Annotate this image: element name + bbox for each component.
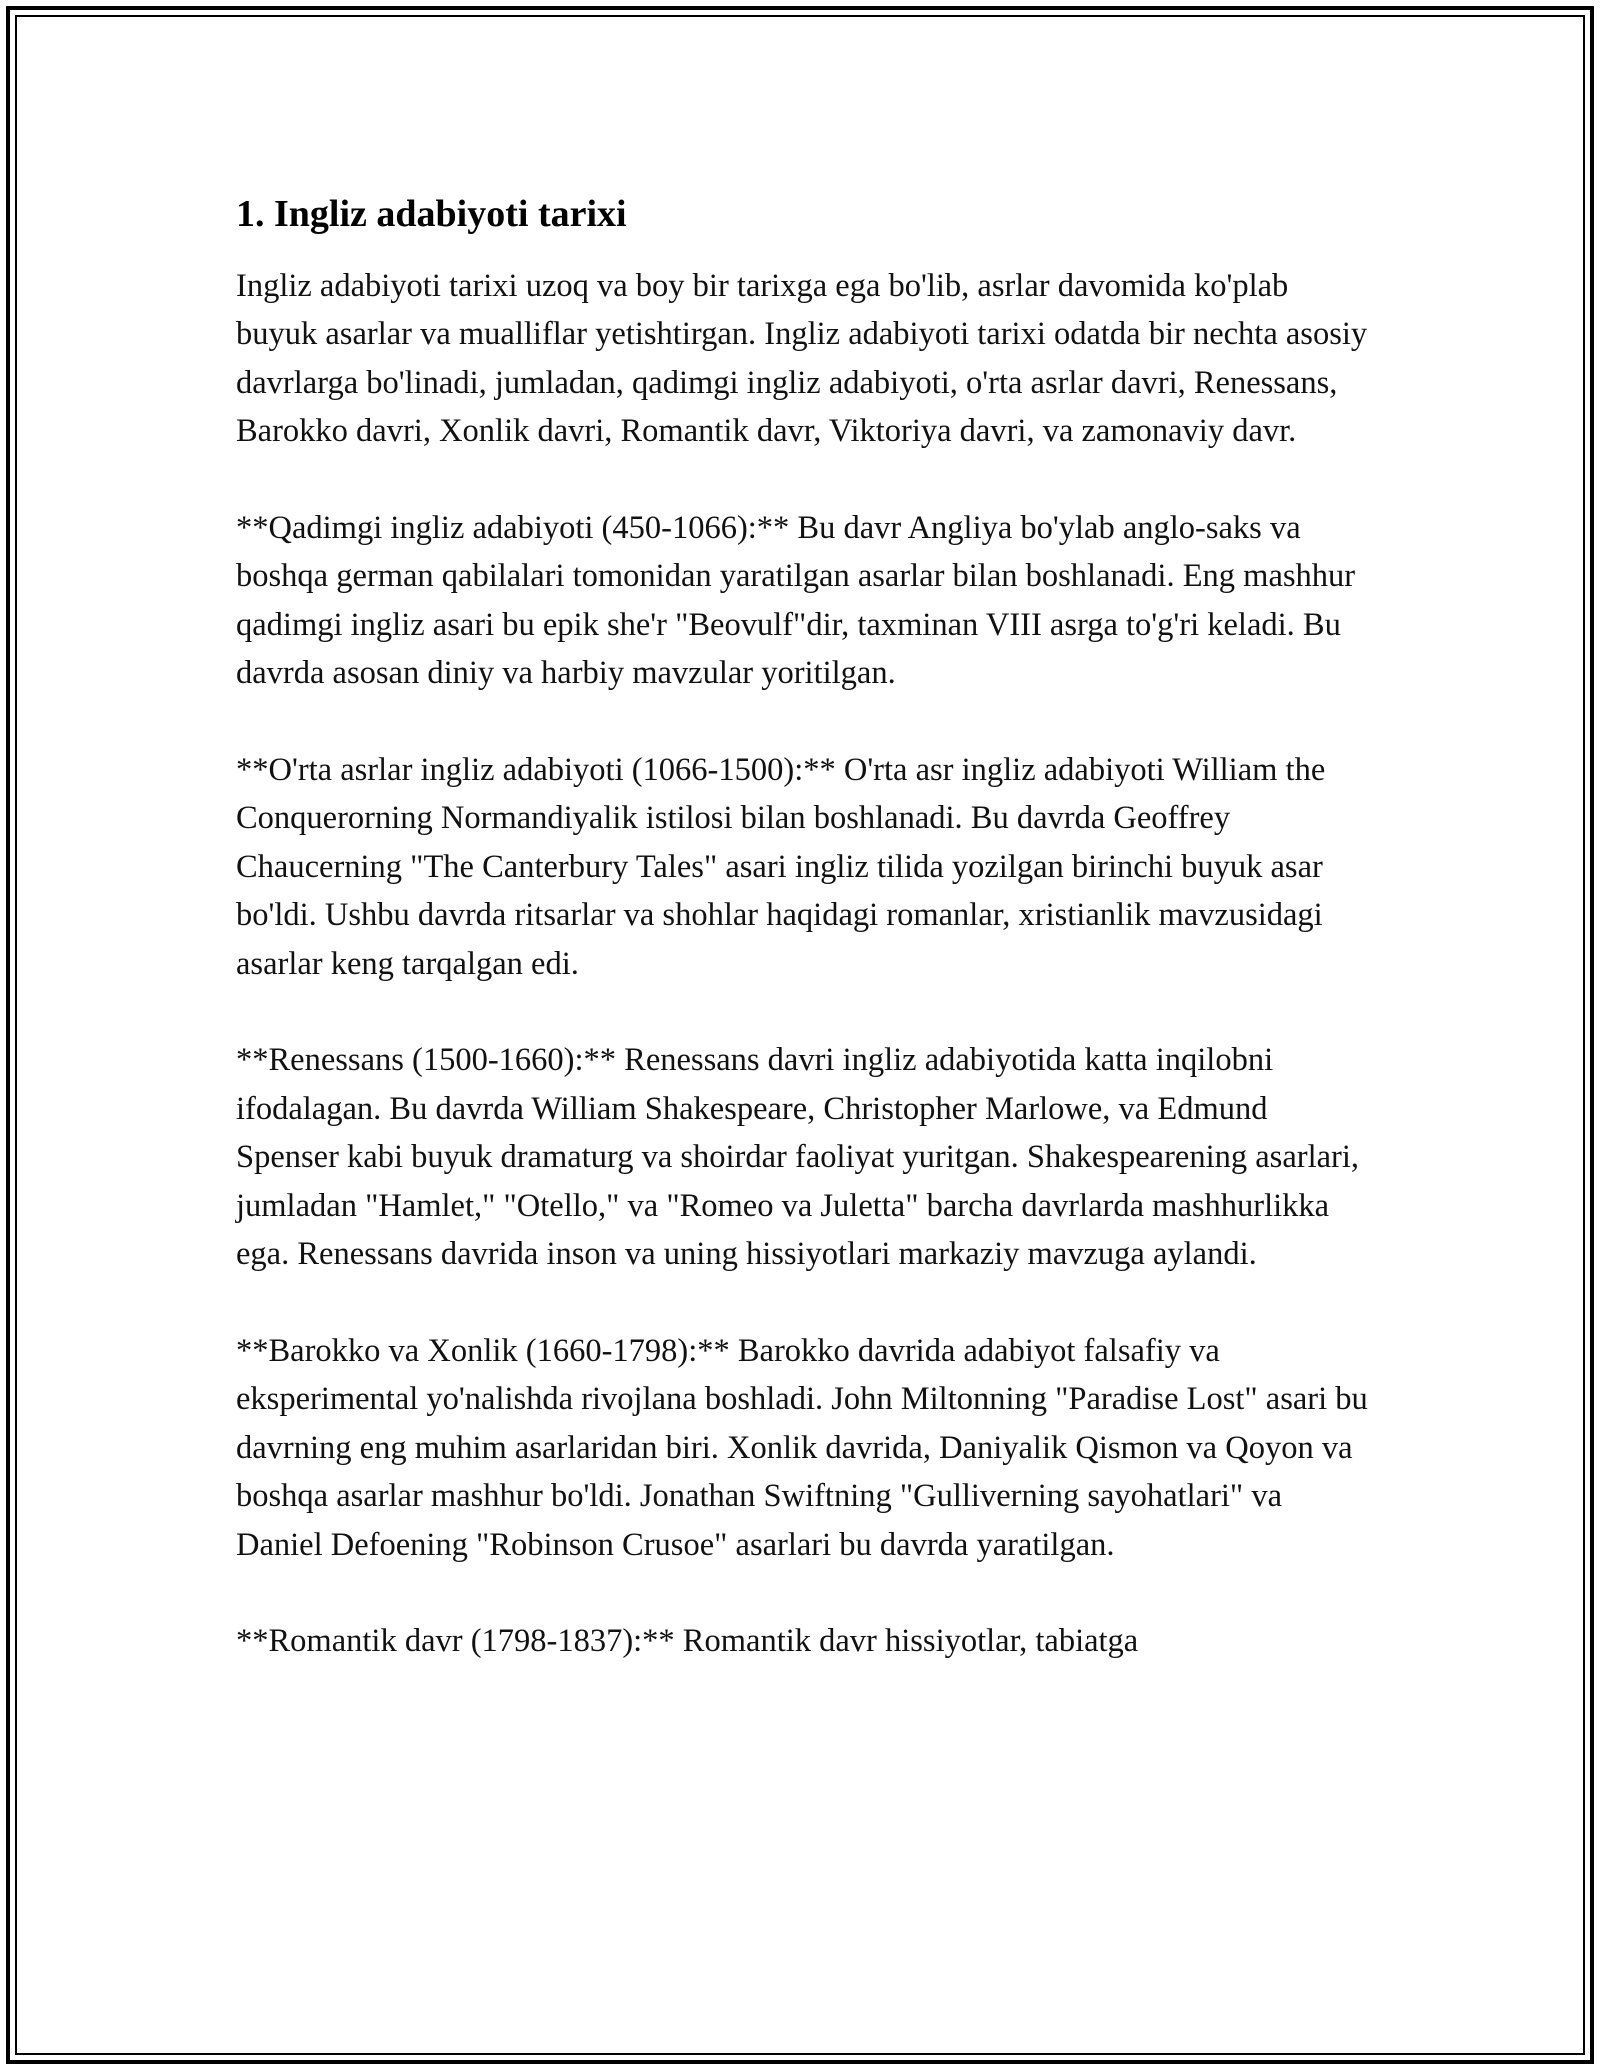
paragraph-old-english: **Qadimgi ingliz adabiyoti (450-1066):** Bu davr Angliya bo'ylab anglo-saks va boshqa german qabilalari tomonidan yaratilgan asarlar bilan boshlanadi. Eng mashhur qadimgi ingliz asari bu epik she'r "Beovulf"dir, taxminan VIII asrga to'g'ri keladi. Bu davrda asosan diniy va harbiy mavzular yoritilgan. (236, 510, 1356, 692)
section-heading: 1. Ingliz adabiyoti tarixi (236, 193, 627, 235)
paragraph-intro: Ingliz adabiyoti tarixi uzoq va boy bir tarixga ega bo'lib, asrlar davomida ko'plab buyuk asarlar va mualliflar yetishtirgan. Ingliz adabiyoti tarixi odatda bir nechta asosiy davrlarga bo'linadi, jumladan, qadimgi ingliz adabiyoti, o'rta asrlar davri, Renessans, Barokko davri, Xonlik davri, Romantik davr, Viktoriya davri, va zamonaviy davr. (236, 268, 1368, 450)
paragraph-middle-english: **O'rta asrlar ingliz adabiyoti (1066-1500):** O'rta asr ingliz adabiyoti William the Conquerorning Normandiyalik istilosi bilan boshlanadi. Bu davrda Geoffrey Chaucerning "The Canterbury Tales" asari ingliz tilida yozilgan birinchi buyuk asar bo'ldi. Ushbu davrda ritsarlar va shohlar haqidagi romanlar, xristianlik mavzusidagi asarlar keng tarqalgan edi. (236, 752, 1326, 982)
paragraph-baroque: **Barokko va Xonlik (1660-1798):** Barokko davrida adabiyot falsafiy va eksperimental yo'nalishda rivojlana boshladi. John Miltonning "Paradise Lost" asari bu davrning eng muhim asarlaridan biri. Xonlik davrida, Daniyalik Qismon va Qoyon va boshqa asarlar mashhur bo'ldi. Jonathan Swiftning "Gulliverning sayohatlari" va Daniel Defoening "Robinson Crusoe" asarlari bu davrda yaratilgan. (236, 1332, 1368, 1563)
paragraph-renaissance: **Renessans (1500-1660):** Renessans davri ingliz adabiyotida katta inqilobni ifodalagan. Bu davrda William Shakespeare, Christopher Marlowe, va Edmund Spenser kabi buyuk dramaturg va shoirdar faoliyat yuritgan. Shakespearening asarlari, jumladan "Hamlet," "Otello," va "Romeo va Juletta" barcha davrlarda mashhurlikka ega. Renessans davrida inson va uning hissiyotlari markaziy mavzuga aylandi. (236, 1042, 1360, 1273)
document-body (236, 186, 1370, 1714)
paragraph-romantic: **Romantik davr (1798-1837):** Romantik davr hissiyotlar, tabiatga (236, 1623, 1139, 1660)
